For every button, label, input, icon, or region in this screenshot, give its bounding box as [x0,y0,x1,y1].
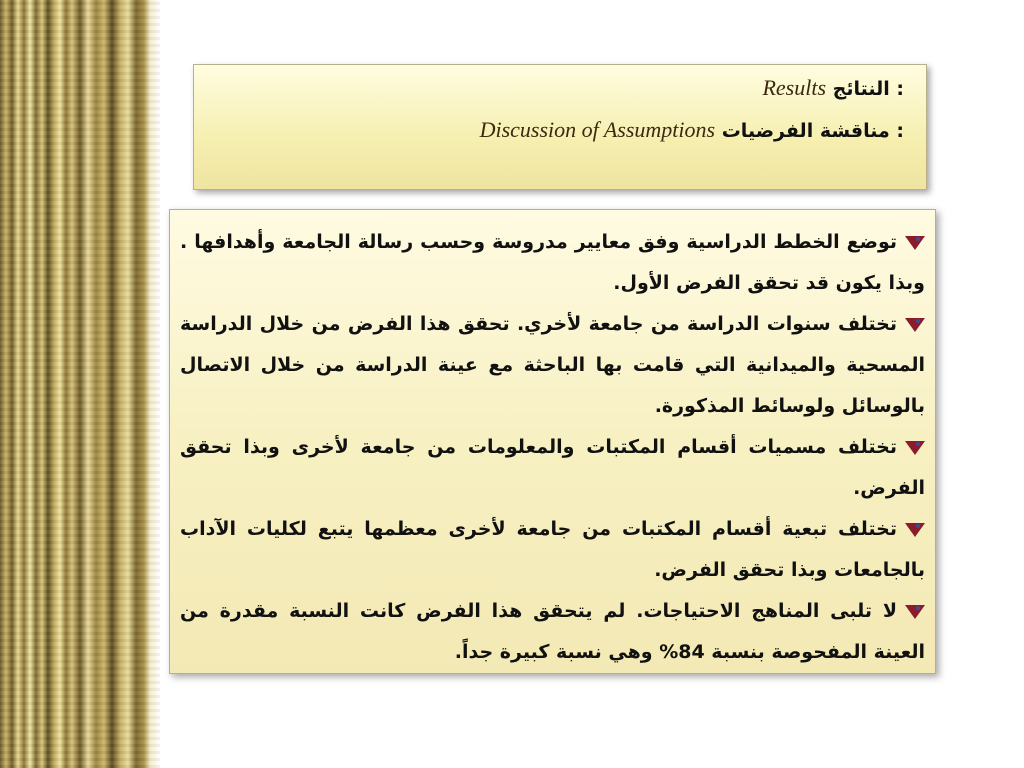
title-discussion [480,117,904,143]
content-box [169,209,936,674]
arrow-bullet-icon [905,236,925,250]
list-item-text: لا تلبى المناهج الاحتياجات. لم يتحقق هذا الفرض كانت النسبة مقدرة من العينة المفحوصة بنسبة 84% وهي نسبة كبيرة جداً. [180,600,925,663]
list-item-text: تختلف سنوات الدراسة من جامعة لأخري. تحقق هذا الفرض من خلال الدراسة المسحية والميدانية التي قامت بها الباحثة مع عينة الدراسة من خلال الاتصال بالوسائل ولوسائط المذكورة. [180,313,925,417]
decorative-gold-column [0,0,160,768]
title-discussion-ar: مناقشة الفرضيات : [721,120,904,142]
list-item [180,222,925,304]
arrow-bullet-icon [905,523,925,537]
list-item [180,591,925,673]
title-box [193,64,927,190]
list-item-text: تختلف مسميات أقسام المكتبات والمعلومات من جامعة لأخرى وبذا تحقق الفرض. [180,436,925,499]
title-discussion-en: Discussion of Assumptions [479,117,716,142]
list-item-text: توضع الخطط الدراسية وفق معايير مدروسة وحسب رسالة الجامعة وأهدافها . وبذا يكون قد تحقق الفرض الأول. [180,231,925,294]
results-list [180,222,925,673]
list-item [180,427,925,509]
arrow-bullet-icon [905,441,925,455]
title-results [762,75,904,101]
arrow-bullet-icon [905,605,925,619]
list-item-text: تختلف تبعية أقسام المكتبات من جامعة لأخرى معظمها يتبع لكليات الآداب بالجامعات وبذا تحقق الفرض. [180,518,925,581]
title-results-en: Results [762,75,827,100]
title-results-ar: النتائج : [832,78,904,100]
list-item [180,304,925,427]
arrow-bullet-icon [905,318,925,332]
list-item [180,509,925,591]
